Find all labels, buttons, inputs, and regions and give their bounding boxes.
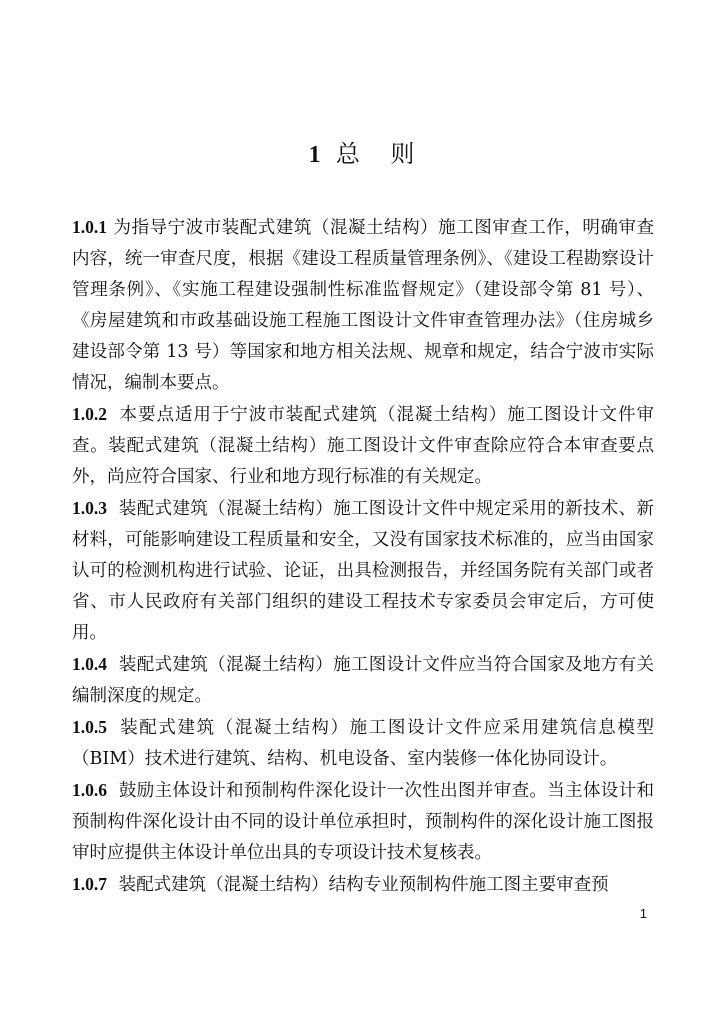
clause-number: 1.0.1 (72, 217, 107, 237)
clause-1-0-4 (72, 649, 654, 712)
chapter-body (72, 212, 654, 901)
chapter-title: 总 则 (335, 140, 415, 168)
clause-text: 本要点适用于宁波市装配式建筑（混凝土结构）施工图设计文件审查。装配式建筑（混凝土结构）施工图设计文件审查除应符合本审查要点外，尚应符合国家、行业和地方现行标准的有关规定。 (72, 405, 654, 487)
clause-1-0-7 (72, 869, 654, 901)
clause-text: 装配式建筑（混凝土结构）施工图设计文件应当符合国家及地方有关编制深度的规定。 (72, 655, 654, 706)
clause-1-0-1 (72, 212, 654, 399)
clause-number: 1.0.5 (72, 717, 107, 737)
clause-number: 1.0.6 (72, 780, 107, 800)
clause-number: 1.0.2 (72, 404, 107, 424)
clause-number: 1.0.7 (72, 874, 107, 894)
page-number: 1 (639, 906, 647, 921)
clause-number: 1.0.3 (72, 498, 107, 518)
clause-text: 装配式建筑（混凝土结构）施工图设计文件中规定采用的新技术、新材料，可能影响建设工程质量和安全，又没有国家技术标准的，应当由国家认可的检测机构进行试验、论证，出具检测报告，并经国务院有关部门或者省、市人民政府有关部门组织的建设工程技术专家委员会审定后，方可使用。 (72, 499, 654, 643)
clause-text: 鼓励主体设计和预制构件深化设计一次性出图并审查。当主体设计和预制构件深化设计由不同的设计单位承担时，预制构件的深化设计施工图报审时应提供主体设计单位出具的专项设计技术复核表。 (72, 781, 654, 863)
clause-text: 装配式建筑（混凝土结构）施工图设计文件应采用建筑信息模型（BIM）技术进行建筑、结构、机电设备、室内装修一体化协同设计。 (72, 718, 654, 769)
clause-1-0-6 (72, 775, 654, 869)
chapter-heading (0, 138, 723, 171)
chapter-number: 1 (308, 142, 321, 168)
clause-number: 1.0.4 (72, 654, 107, 674)
clause-text: 装配式建筑（混凝土结构）结构专业预制构件施工图主要审查预 (118, 875, 609, 895)
clause-1-0-2 (72, 399, 654, 493)
clause-text: 为指导宁波市装配式建筑（混凝土结构）施工图审查工作，明确审查内容，统一审查尺度，根据《建设工程质量管理条例》、《建设工程勘察设计管理条例》、《实施工程建设强制性标准监督规定》（建设部令第 81 号）、《房屋建筑和市政基础设施工程施工图设计文件审查管理办法》（住房城乡建设部令第 13 号）等国家和地方相关法规、规章和规定，结合宁波市实际情况，编制本要点。 (72, 218, 654, 393)
clause-1-0-3 (72, 493, 654, 649)
clause-1-0-5 (72, 712, 654, 775)
